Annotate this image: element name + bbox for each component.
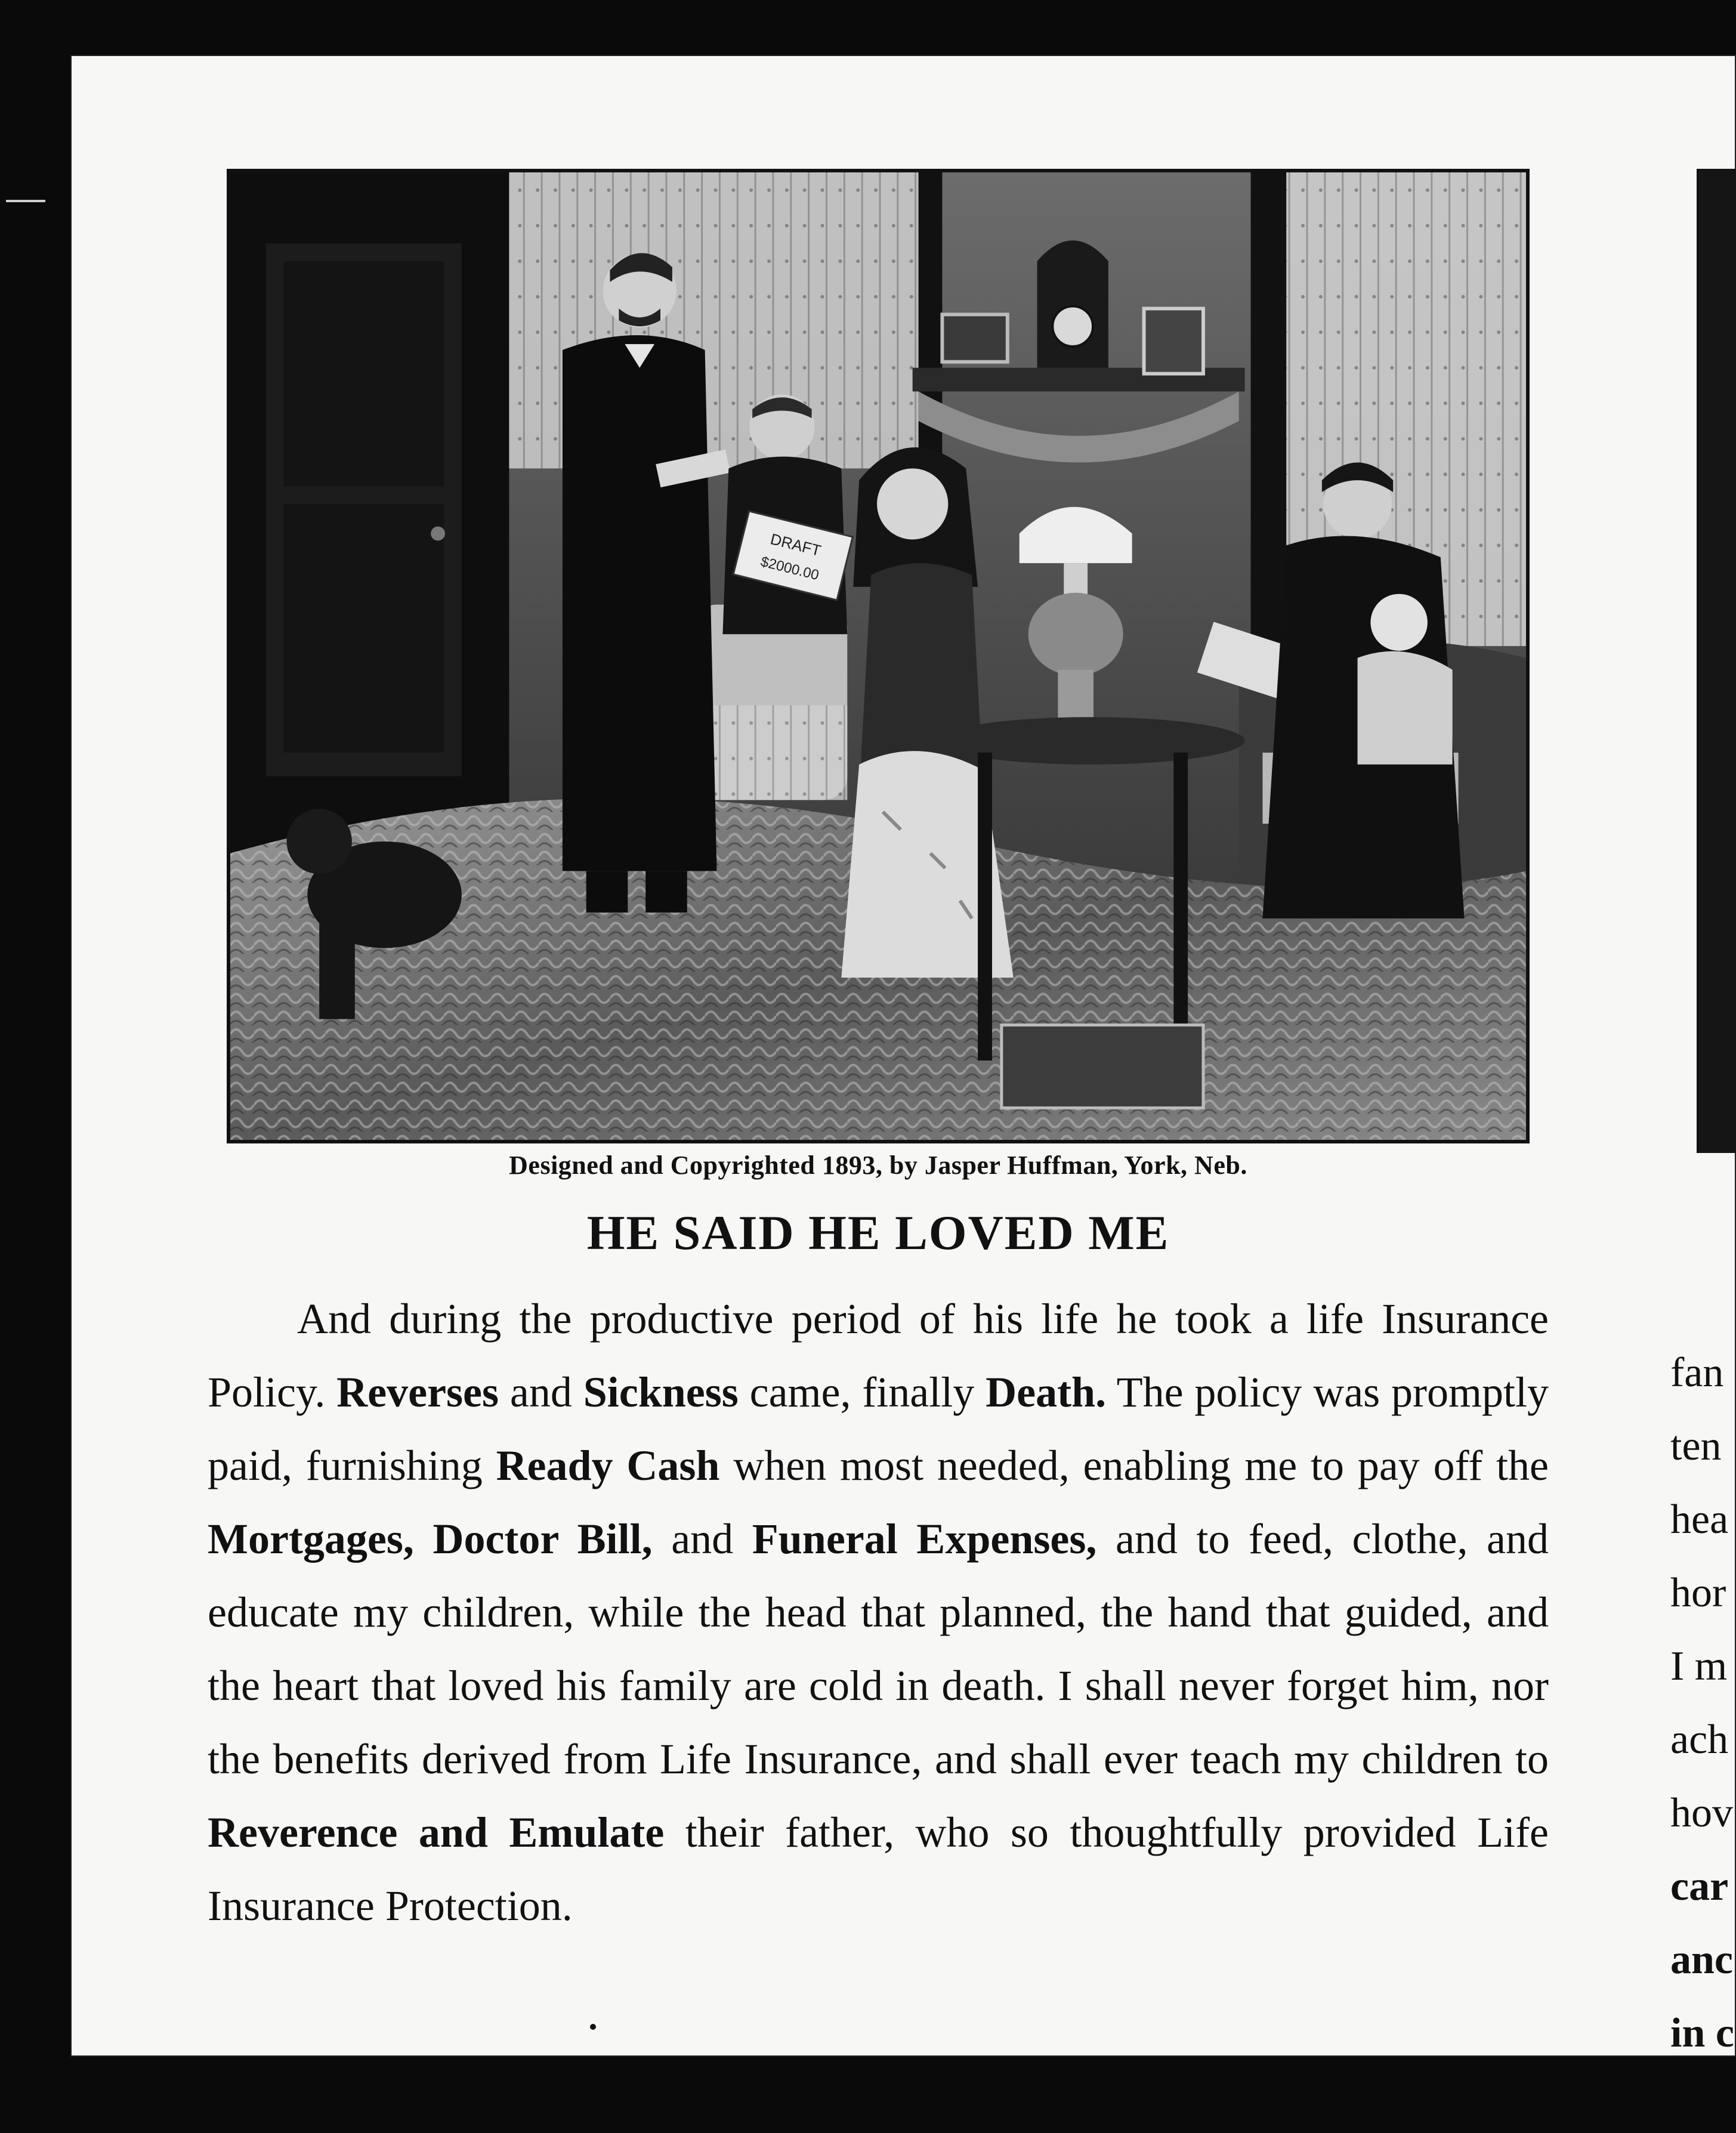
emphasis-reverses: Reverses <box>336 1368 499 1416</box>
adjacent-line: anc <box>1670 1937 1733 1983</box>
adjacent-line: in c <box>1670 2010 1734 2056</box>
adjacent-line: I m <box>1670 1643 1728 1689</box>
text-segment: and <box>499 1368 583 1416</box>
photo-caption: Designed and Copyrighted 1893, by Jasper Huffman, York, Neb. <box>509 1151 1247 1180</box>
emphasis-sickness: Sickness <box>583 1368 739 1416</box>
headline: HE SAID HE LOVED ME <box>586 1205 1170 1260</box>
family-photograph <box>227 169 1530 1143</box>
adjacent-line: hea <box>1670 1497 1729 1542</box>
body-paragraph <box>208 1282 1549 1943</box>
mantel-clock <box>1037 240 1108 367</box>
adjacent-line: fan <box>1670 1350 1724 1396</box>
emphasis-death: Death. <box>986 1368 1107 1416</box>
text-segment: and to feed, clothe, and educate my children, while the head that planned, the hand that guided, and the heart that loved his family are cold in death. I shall never forget him, nor the benefits derived from Life Insurance, and shall ever teach my children to <box>208 1515 1549 1783</box>
emphasis-mortgages: Mortgages, Doctor Bill, <box>208 1515 653 1563</box>
draft-label: DRAFT <box>768 531 823 560</box>
adjacent-line: hov <box>1670 1790 1733 1836</box>
emphasis-reverence: Reverence and Emulate <box>208 1809 665 1856</box>
basket <box>1002 1025 1203 1108</box>
adjacent-line: ten <box>1670 1423 1722 1469</box>
emphasis-ready-cash: Ready Cash <box>496 1442 720 1489</box>
adjacent-line: hor <box>1670 1570 1726 1616</box>
text-segment: when most needed, enabling me to pay off the <box>719 1442 1549 1489</box>
print-speck <box>590 2024 596 2030</box>
adjacent-line: car <box>1670 1863 1729 1909</box>
text-segment: and <box>652 1515 752 1563</box>
text-segment: And during the productive period of his life he took a life Insurance Policy. <box>208 1295 1549 1416</box>
adjacent-photograph-edge <box>1697 169 1736 1153</box>
text-segment: came, finally <box>738 1368 986 1416</box>
text-segment: The policy was promptly paid, furnishing <box>208 1368 1549 1489</box>
emphasis-funeral-expenses: Funeral Expenses, <box>752 1515 1097 1563</box>
photo-illustration <box>230 172 1526 1140</box>
adjacent-line: ach <box>1670 1717 1729 1763</box>
scan-edge-mark <box>6 200 45 202</box>
draft-amount: $2000.00 <box>759 554 821 584</box>
adjacent-column-text <box>1670 1336 1736 2070</box>
text-segment: their father, who so thoughtfully provided Life Insurance Protection. <box>208 1809 1549 1930</box>
